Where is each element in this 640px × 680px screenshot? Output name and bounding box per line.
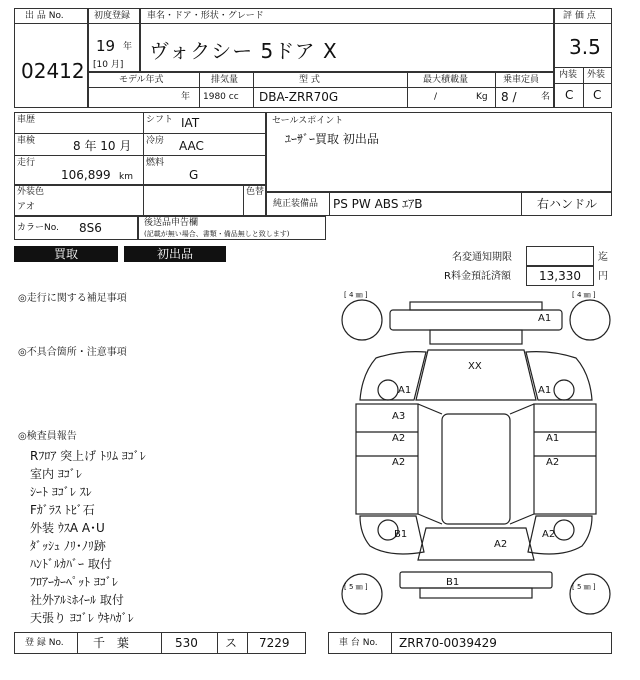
inspector-lines xyxy=(30,447,146,627)
evaluation-cell xyxy=(554,8,612,108)
inspector-line: Rﾌﾛｱ 突上げ ﾄﾘﾑ ﾖｺﾞﾚ xyxy=(30,449,146,463)
displacement-label: 排気量 xyxy=(211,75,239,85)
displacement: 1980 cc xyxy=(203,92,239,102)
registration-row xyxy=(14,632,306,654)
mark-front-right-fender: A1 xyxy=(538,385,552,396)
color: アオ xyxy=(17,202,35,212)
inspection: 8 年 10 月 xyxy=(73,139,132,153)
registration-class: 530 xyxy=(175,636,198,650)
chassis-label: 車 台 No. xyxy=(339,638,378,648)
inspector-line: 天張り ﾖｺﾞﾚ ｳｷﾊｶﾞﾚ xyxy=(30,611,134,625)
mark-left-front-door: A2 xyxy=(392,433,406,444)
inspector-line: ﾀﾞｯｼｭ ﾉﾘ･ﾉﾘ跡 xyxy=(30,539,106,553)
car-diagram xyxy=(340,290,612,626)
color-label: 外装色 xyxy=(17,187,45,197)
recycle-box xyxy=(526,266,594,286)
car-name-label: 車名・ドア・形状・グレード xyxy=(147,11,264,21)
mileage: 106,899 xyxy=(61,168,111,182)
recycle-amount: 13,330 xyxy=(539,269,581,283)
ac-label: 冷房 xyxy=(146,136,165,146)
shift-label: シフト xyxy=(146,115,174,125)
mark-front-bumper: A1 xyxy=(538,313,552,324)
later-equipment-cell xyxy=(138,216,326,240)
capacity-label: 乗車定員 xyxy=(503,75,540,85)
mileage-unit: km xyxy=(119,172,133,182)
tag-first-listing: 初出品 xyxy=(124,246,226,262)
mark-left-rear-door: A2 xyxy=(392,457,406,468)
max-load-sep: / xyxy=(434,92,438,102)
inspector-line: ｼｰﾄ ﾖｺﾞﾚ ｽﾚ xyxy=(30,485,92,499)
tire-depth-front-left: [ 4 ㎜ ] xyxy=(344,291,368,299)
later-equipment-label: 後送品申告欄 xyxy=(144,218,199,228)
first-registration-cell xyxy=(88,8,140,72)
capacity: 8 / xyxy=(501,90,517,104)
exterior-grade: C xyxy=(593,88,602,102)
registration-label: 登 録 No. xyxy=(25,638,64,648)
inspection-label: 車検 xyxy=(17,136,36,146)
interior-grade: C xyxy=(565,88,574,102)
model-year-unit: 年 xyxy=(181,92,191,102)
inspector-line: ﾌﾛｱｰｶｰﾍﾟｯﾄ ﾖｺﾞﾚ xyxy=(30,575,118,589)
tire-depth-rear-right: [ 5 ㎜ ] xyxy=(572,583,596,591)
mark-left-front-door-upper: A3 xyxy=(392,411,406,422)
car-name: ヴォクシー 5ドア X xyxy=(149,39,338,63)
chassis-row xyxy=(328,632,612,654)
sales-point-label: セールスポイント xyxy=(272,116,344,126)
mark-right-front-door: A1 xyxy=(546,433,560,444)
inspector-title: ◎検査員報告 xyxy=(18,431,77,442)
mark-rear-bumper: B1 xyxy=(446,577,460,588)
recycle-unit: 円 xyxy=(598,271,608,282)
sales-point: ﾕｰｻﾞｰ買取 初出品 xyxy=(285,132,379,146)
inspector-line: 室内 ﾖｺﾞﾚ xyxy=(30,467,82,481)
model-year-label: モデル年式 xyxy=(119,75,164,85)
year-unit: 年 xyxy=(123,42,133,52)
registration-number: 7229 xyxy=(259,636,290,650)
later-equipment-note: (記載が無い場合、書類・備品無しと致します) xyxy=(144,230,290,238)
sales-point-cell xyxy=(266,112,612,192)
mark-front-left-fender: A1 xyxy=(398,385,412,396)
type-label: 型 式 xyxy=(299,75,320,85)
history-label: 車歴 xyxy=(17,115,36,125)
handle-position: 右ハンドル xyxy=(537,197,598,211)
inspector-line: ﾊﾝﾄﾞﾙｶﾊﾞｰ 取付 xyxy=(30,557,112,571)
mark-left-rear-quarter: B1 xyxy=(394,529,408,540)
registration-kana: ス xyxy=(225,636,238,650)
evaluation-label: 評 価 点 xyxy=(563,11,596,21)
name-change-unit: 迄 xyxy=(598,252,608,263)
evaluation-score: 3.5 xyxy=(569,35,601,59)
genuine-label: 純正装備品 xyxy=(273,199,319,209)
mark-right-rear-door: A2 xyxy=(546,457,560,468)
lot-number: 02412 xyxy=(21,59,85,83)
tire-depth-rear-left: [ 5 ㎜ ] xyxy=(344,583,368,591)
lot-number-label: 出 品 No. xyxy=(25,11,64,21)
name-change-label: 名変通知期限 xyxy=(452,252,512,263)
exterior-label: 外装 xyxy=(587,70,606,80)
defect-notes-title: ◎不具合箇所・注意事項 xyxy=(18,347,127,358)
tag-kaitori: 買取 xyxy=(14,246,118,262)
color-no-label: カラーNo. xyxy=(17,223,59,233)
car-diagram-svg xyxy=(340,290,612,626)
color-number-cell xyxy=(14,216,138,240)
color-cell xyxy=(14,184,266,216)
name-change-box xyxy=(526,246,594,266)
max-load-label: 最大積載量 xyxy=(423,75,469,85)
genuine-equipment: PS PW ABS ｴｱB xyxy=(333,197,423,211)
mark-right-rear-quarter: A2 xyxy=(542,529,556,540)
tire-depth-front-right: [ 4 ㎜ ] xyxy=(572,291,596,299)
registration-area: 千 葉 xyxy=(93,636,133,650)
driving-notes-title: ◎走行に関する補足事項 xyxy=(18,293,127,304)
lot-number-cell xyxy=(14,8,88,108)
chassis-number: ZRR70-0039429 xyxy=(399,636,497,650)
first-registration-month: [10 月] xyxy=(93,60,124,70)
capacity-unit: 名 xyxy=(541,92,551,102)
car-name-cell xyxy=(140,8,554,72)
shift: IAT xyxy=(181,116,200,130)
mark-rear-gate: A2 xyxy=(494,539,508,550)
max-load-unit: Kg xyxy=(476,92,488,102)
recycle-label: R料金預託済額 xyxy=(444,271,511,282)
fuel: G xyxy=(189,168,199,182)
first-registration-year: 19 xyxy=(96,37,116,55)
ac: AAC xyxy=(179,139,204,153)
specs-row xyxy=(88,72,554,108)
color-no: 8S6 xyxy=(79,221,102,235)
mark-roof: XX xyxy=(468,361,482,372)
first-registration-label: 初度登録 xyxy=(94,11,131,21)
fuel-label: 燃料 xyxy=(146,158,165,168)
inspector-line: 社外ｱﾙﾐﾎｲｰﾙ 取付 xyxy=(30,593,124,607)
interior-label: 内装 xyxy=(559,70,578,80)
recolor-label: 色替 xyxy=(246,187,265,197)
mileage-label: 走行 xyxy=(17,158,36,168)
inspector-line: Fｶﾞﾗｽ ﾄﾋﾞ石 xyxy=(30,503,95,517)
type: DBA-ZRR70G xyxy=(259,90,339,104)
genuine-equipment-cell xyxy=(266,192,612,216)
inspector-line: 外装 ｳｽA A･U xyxy=(30,521,105,535)
